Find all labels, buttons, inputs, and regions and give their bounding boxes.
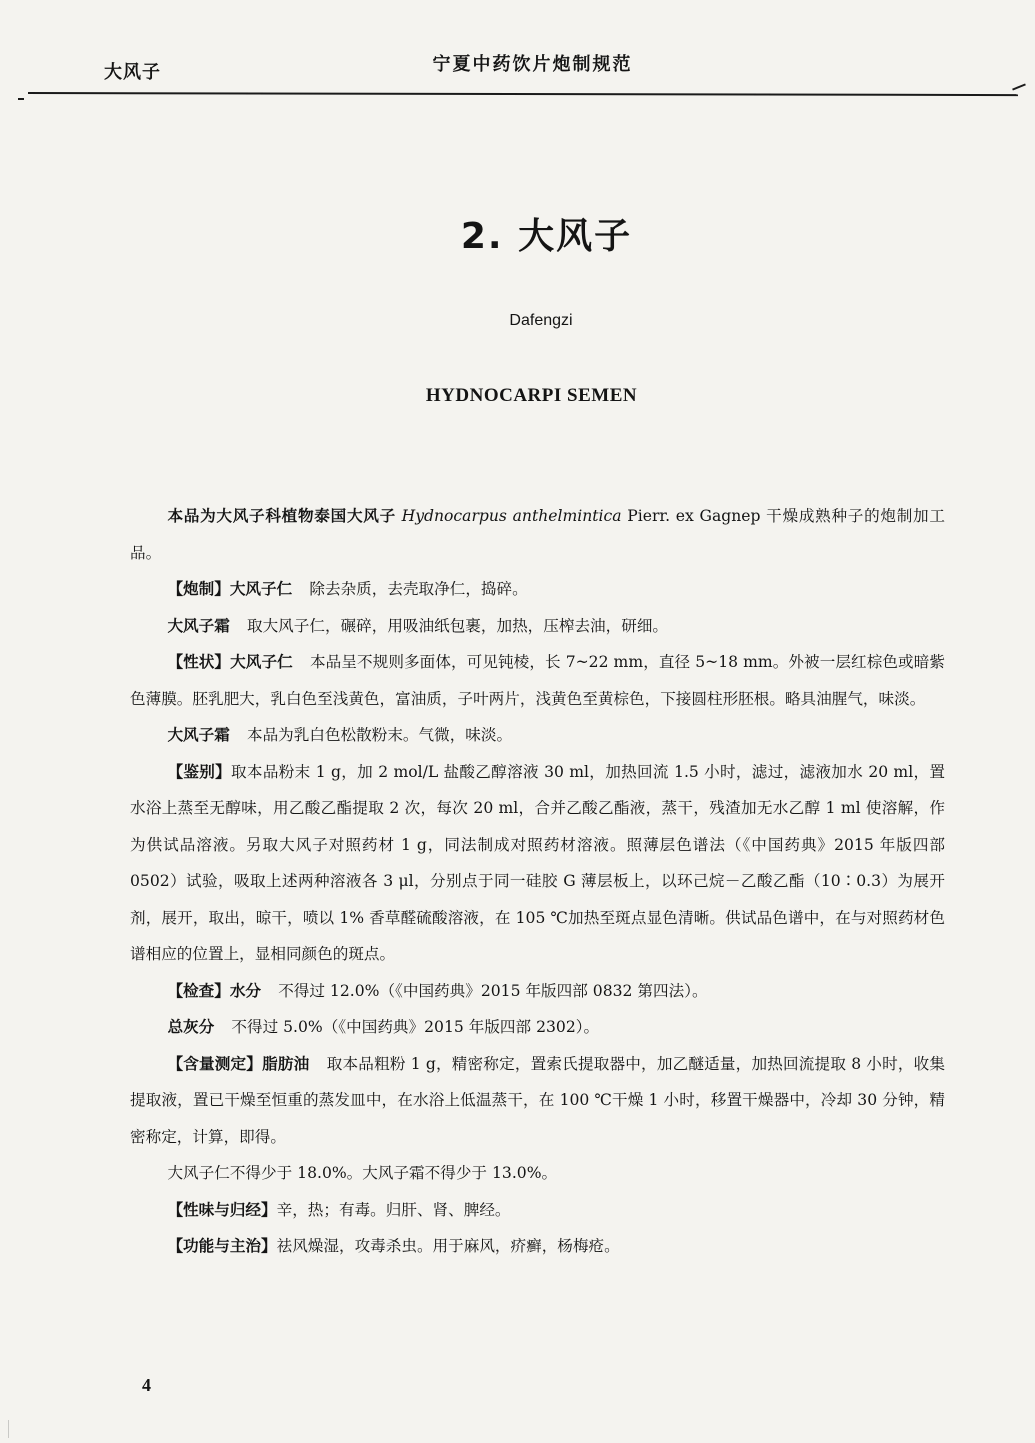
nature-text: 辛，热；有毒。归肝、肾、脾经。 xyxy=(276,1200,511,1219)
frost-text: 取大风子仁，碾碎，用吸油纸包裹，加热，压榨去油，研细。 xyxy=(246,616,669,635)
processing-text: 除去杂质，去壳取净仁，捣碎。 xyxy=(309,580,528,598)
identification-paragraph xyxy=(130,754,945,973)
monograph-body xyxy=(130,498,945,1265)
intro-text-2: Pierr. ex Gagnep 干燥成熟种子的炮制加工品。 xyxy=(130,507,945,562)
section-label-characters: 【性状】 xyxy=(167,652,231,671)
margin-mark xyxy=(8,1420,9,1438)
section-label-identification: 【鉴别】 xyxy=(167,761,232,781)
section-label-nature: 【性味与归经】 xyxy=(167,1199,277,1219)
intro-paragraph xyxy=(130,498,945,571)
section-label-function: 【功能与主治】 xyxy=(167,1236,277,1255)
section-label-processing: 【炮制】 xyxy=(167,579,230,598)
sub-label-frost: 大风子霜 xyxy=(167,725,230,744)
characters-text: 本品呈不规则多面体，可见钝棱，长 7~22 mm，直径 5~18 mm。外被一层红棕色或暗紫色薄膜。胚乳肥大，乳白色至浅黄色，富油质，子叶两片，浅黄色至黄棕色，下接圆柱形胚根。略具油腥气，味淡。 xyxy=(130,653,945,708)
sub-label-kernel: 大风子仁 xyxy=(229,579,293,598)
section-label-assay: 【含量测定】 xyxy=(167,1053,263,1073)
moisture-text: 不得过 12.0%（《中国药典》2015 年版四部 0832 第四法）。 xyxy=(278,981,708,1000)
page-number: 4 xyxy=(142,1375,151,1395)
assay-paragraph xyxy=(130,1046,945,1156)
assay-limit-text: 大风子仁不得少于 18.0%。大风子霜不得少于 13.0%。 xyxy=(167,1164,558,1182)
section-label-inspection: 【检查】 xyxy=(167,980,230,1000)
species-name: Hydnocarpus anthelmintica xyxy=(401,507,622,525)
characters-frost-text: 本品为乳白色松散粉末。气微，味淡。 xyxy=(246,726,513,744)
function-text: 祛风燥湿，攻毒杀虫。用于麻风，疥癣，杨梅疮。 xyxy=(276,1237,620,1255)
monograph-title: 2. 大风子 xyxy=(460,216,633,257)
assay-limit-paragraph xyxy=(130,1155,945,1192)
identification-text: 取本品粉末 1 g，加 2 mol/L 盐酸乙醇溶液 30 ml，加热回流 1.5 小时，滤过，滤液加水 20 ml，置水浴上蒸至无醇味，用乙酸乙酯提取 2 次，每次 20 ml，合并乙酸乙酯液，蒸干，残渣加无水乙醇 1 ml 使溶解，作为供试品溶液。另取大风子对照药材 1 g，同法制成对照药材溶液。照薄层色谱法（《中国药典》2015 年版四部 0502）试验，吸取上述两种溶液各 3 μl，分别点于同一硅胶 G 薄层板上，以环己烷－乙酸乙酯（10∶0.3）为展开剂，展开，取出，晾干，喷以 1% 香草醛硫酸溶液，在 105 ℃加热至斑点显色清晰。供试品色谱中，在与对照药材色谱相应的位置上，显相同颜色的斑点。 xyxy=(130,762,945,963)
rule-tick xyxy=(18,98,24,100)
ash-text: 不得过 5.0%（《中国药典》2015 年版四部 2302）。 xyxy=(231,1018,600,1036)
sub-label-fatty-oil: 脂肪油 xyxy=(262,1053,310,1073)
sub-label-kernel: 大风子仁 xyxy=(230,652,293,671)
header-rule xyxy=(28,92,1018,96)
processing-paragraph xyxy=(130,571,945,608)
characters-frost-paragraph xyxy=(130,717,945,754)
pinyin-name: Dafengzi xyxy=(509,312,573,329)
rule-hook xyxy=(1012,83,1026,90)
latin-name: HYDNOCARPI SEMEN xyxy=(425,385,638,406)
running-head-left: 大风子 xyxy=(104,62,161,83)
function-paragraph xyxy=(130,1228,945,1265)
intro-text: 本品为大风子科植物泰国大风子 xyxy=(167,506,396,525)
inspection-paragraph xyxy=(130,973,945,1010)
assay-text: 取本品粗粉 1 g，精密称定，置索氏提取器中，加乙醚适量，加热回流提取 8 小时，收集提取液，置已干燥至恒重的蒸发皿中，在水浴上低温蒸干，在 100 ℃干燥 1 小时，移置干燥器中，冷却 30 分钟，精密称定，计算，即得。 xyxy=(130,1054,945,1146)
characters-paragraph xyxy=(130,644,945,717)
frost-paragraph xyxy=(130,608,945,645)
ash-paragraph xyxy=(130,1009,945,1046)
sub-label-frost: 大风子霜 xyxy=(167,615,230,635)
sub-label-total-ash: 总灰分 xyxy=(167,1017,215,1036)
sub-label-moisture: 水分 xyxy=(229,980,262,1000)
nature-paragraph xyxy=(130,1192,945,1229)
running-head-title: 宁夏中药饮片炮制规范 xyxy=(432,54,633,75)
